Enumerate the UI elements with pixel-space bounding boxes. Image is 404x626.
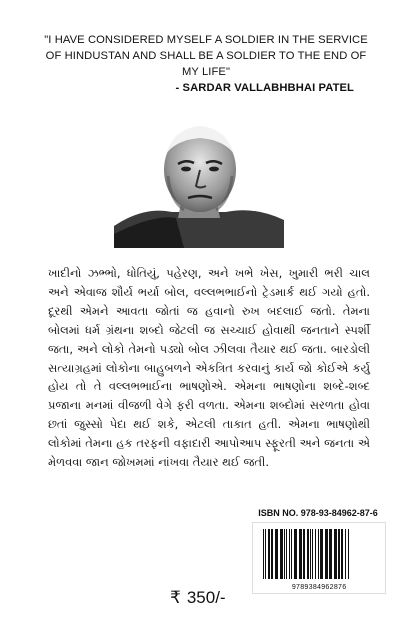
- barcode-bar: [325, 529, 328, 579]
- quote-text: "I HAVE CONSIDERED MYSELF A SOLDIER IN THE SERVICE OF HINDUSTAN AND SHALL BE A SOLDIER TO THE END OF MY LIFE": [44, 34, 368, 78]
- barcode-bar: [289, 529, 290, 579]
- barcode-bar: [275, 529, 278, 579]
- rupee-icon: ₹: [170, 588, 181, 608]
- barcode-bar: [338, 529, 340, 579]
- barcode-bar: [268, 529, 270, 579]
- barcode-bar: [310, 529, 311, 579]
- barcode-bar: [291, 529, 292, 579]
- quote-attribution: - SARDAR VALLABHBHAI PATEL: [175, 82, 354, 94]
- barcode-bar: [265, 529, 266, 579]
- barcode-bar: [348, 529, 349, 579]
- barcode-bar: [271, 529, 273, 579]
- barcode-bar: [341, 529, 343, 579]
- barcode-bar: [280, 529, 283, 579]
- barcode-bar: [294, 529, 297, 579]
- barcode-bar: [334, 529, 337, 579]
- barcode-bar: [329, 529, 332, 579]
- barcode-bar: [263, 529, 264, 579]
- price-tag: [170, 588, 226, 608]
- price-amount: 350/-: [186, 588, 226, 607]
- barcode-bar: [318, 529, 319, 579]
- book-back-cover: [6, 6, 398, 620]
- barcode-bar: [286, 529, 287, 579]
- barcode-icon: [252, 522, 386, 594]
- barcode-bar: [299, 529, 302, 579]
- barcode-bar: [315, 529, 316, 579]
- barcode-bar: [303, 529, 305, 579]
- barcode-bar: [284, 529, 285, 579]
- barcode-bar: [312, 529, 313, 579]
- barcode-bar: [345, 529, 346, 579]
- barcode-bar: [320, 529, 323, 579]
- barcode-bar: [307, 529, 309, 579]
- quote-block: [38, 32, 374, 96]
- barcode-digits: 9789384962876: [291, 584, 347, 592]
- biography-paragraph: ખાદીનો ઝભ્ભો, ધોતિયું, પહેરણ, અને ખભે ખેસ, ખુમારી ભરી ચાલ અને એવાજ શૌર્ય ભર્યા બોલ, વલ્લભભાઈનો ટ્રેડમાર્ક થઈ ગયો હતો. દૂરથી એમને આવતા જોતાં જ હવાનો રુખ બદલાઈ જતો. તેમના બોલમાં ધર્મ ગ્રંથના શબ્દો જેટલી જ સચ્ચાઈ હોવાથી જનતાને સ્પર્શી જતા, અને લોકો તેમનો પડ્યો બોલ ઝીલવા તૈયાર થઈ જતા. બારડોલી સત્યાગ્રહમાં લોકોના બાહુબળને એકત્રિત કરવાનું કાર્ય જો કોઈએ કર્યુ હોય તો તે વલ્લભભાઈના ભાષણોએ. એમના ભાષણોના શબ્દે-શબ્દ પ્રજાના મનમાં વીજળી વેગે ફરી વળતા. એમના શબ્દોમાં સરળતા હોવા છતાં જુસ્સો પેદા થઈ શકે, એટલી તાકાત હતી. એમના ભાષણોથી લોકોમાં તેમના હક તરફની વફાદારી આપોઆપ સ્ફૂરતી અને જનતા એ મેળવવા જાન જોખમમાં નાંખવા તૈયાર થઈ જતી.: [48, 266, 370, 470]
- isbn-label: ISBN NO. 978-93-84962-87-6: [258, 508, 378, 518]
- portrait-photo-icon: [114, 114, 284, 248]
